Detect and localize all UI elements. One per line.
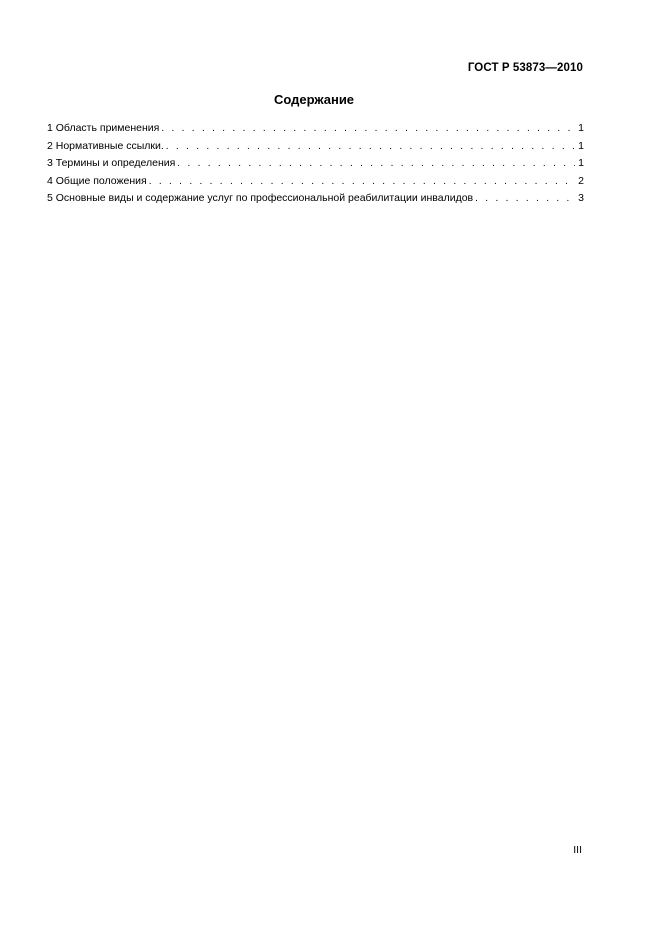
toc-entry-page: 1 bbox=[578, 157, 584, 169]
page-number: III bbox=[573, 844, 582, 856]
toc-entry-label: 3 Термины и определения bbox=[47, 157, 176, 169]
toc-entry-page: 2 bbox=[578, 174, 584, 187]
document-code: ГОСТ Р 53873—2010 bbox=[467, 62, 583, 74]
toc-leader-dots bbox=[177, 155, 575, 173]
toc-entry-label: 1 Область применения bbox=[47, 122, 160, 134]
toc-entry[interactable] bbox=[47, 138, 584, 156]
toc-entry-page: 1 bbox=[578, 122, 584, 134]
toc-leader-dots bbox=[149, 173, 575, 191]
toc-entry[interactable] bbox=[47, 173, 584, 191]
toc-entry-label: 4 Общие положения bbox=[47, 174, 147, 187]
toc-entry-page: 1 bbox=[578, 139, 584, 152]
toc-entry[interactable] bbox=[47, 155, 584, 173]
toc-title: Содержание bbox=[273, 92, 355, 107]
toc-entry-label: 5 Основные виды и содержание услуг по профессиональной реабилитации инвалидов bbox=[47, 192, 474, 204]
table-of-contents bbox=[47, 120, 584, 208]
toc-entry-page: 3 bbox=[578, 192, 584, 204]
toc-leader-dots bbox=[475, 190, 575, 208]
toc-leader-dots bbox=[166, 138, 575, 156]
toc-leader-dots bbox=[161, 120, 575, 138]
toc-entry[interactable] bbox=[47, 190, 584, 208]
toc-entry-label: 2 Нормативные ссылки. bbox=[47, 139, 164, 152]
toc-entry[interactable] bbox=[47, 120, 584, 138]
